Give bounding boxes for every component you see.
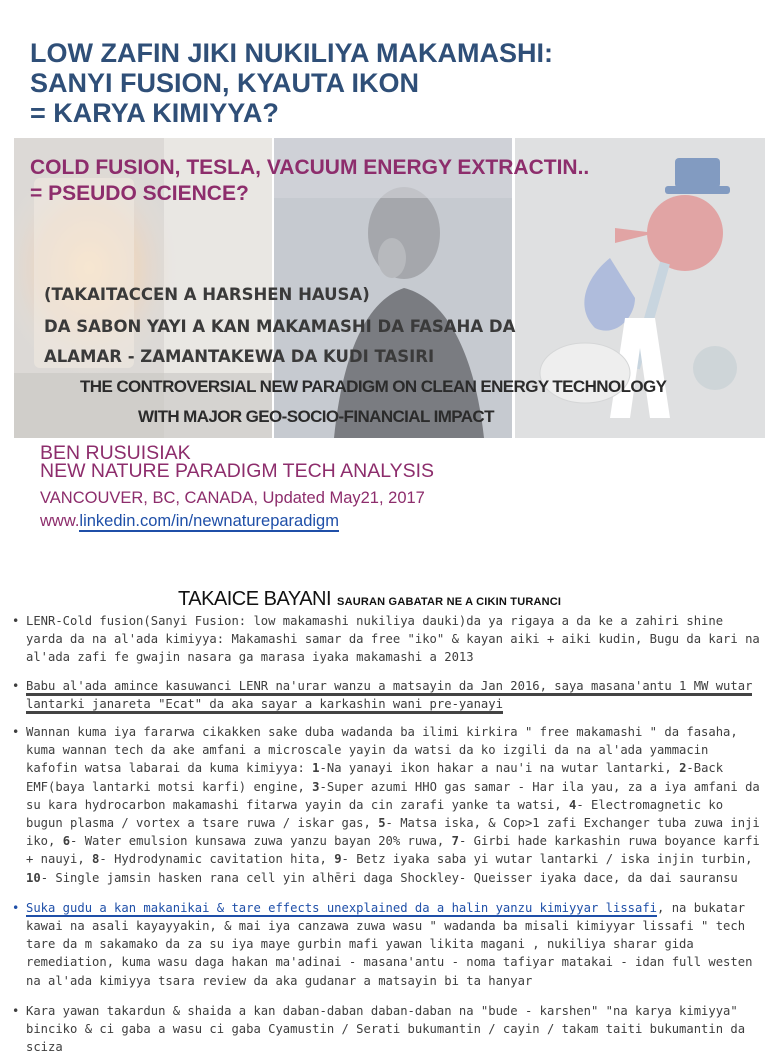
paradigm-line: THE CONTROVERSIAL NEW PARADIGM ON CLEAN ENERGY TECHNOLOGY [80,377,667,396]
list-number: 3 [312,779,320,794]
list-text: -Back EMF(baya lantarki motsi karfi) engine, [26,761,724,794]
hausa-summary-label: (TAKAITACCEN A HARSHEN HAUSA) [44,285,370,304]
bullet-dot-icon: • [12,725,20,740]
list-number: 9 [334,852,342,867]
list-number: 5 [378,816,386,831]
list-text: - Single jamsin hasken rana cell yin alhēri daga Shockley- Queisser iyaka dace, da dai sauransu [40,870,738,885]
subtitle-line: COLD FUSION, TESLA, VACUUM ENERGY EXTRACTIN.. [30,156,590,179]
page-subtitle [30,155,750,207]
bullet-link[interactable]: Suka gudu a kan makanikai & tare effects unexplained da a halin yanzu kimiyyar lissafi [26,900,658,915]
bullet-text-highlighted: Babu al'ada amince kasuwanci LENR na'urar wanzu a matsayin da Jan 2016, saya masana'antu 1 MW wutar lantarki janareta "Ecat" da aka sayar a karkashin wani pre-yanayi [26,679,752,714]
list-number: 7 [451,834,459,849]
summary-subtitle: SAURAN GABATAR NE A CIKIN TURANCI [337,596,562,608]
list-number: 4 [568,797,577,812]
link-prefix: www. [40,512,80,530]
bullet-item [12,723,760,887]
list-number: 1 [312,761,320,776]
bullet-dot-icon: • [12,678,20,693]
bullet-item [12,612,760,667]
author-location: VANCOUVER, BC, CANADA, Updated May21, 2017 [40,489,425,507]
list-text: -Super azumi HHO gas samar - Har ila yau, za a iya amfani da su kara hydrocarbon makamashi fitarwa yayin da cin zarafi yanke ta watsi, [26,779,760,812]
subtitle-line: = PSEUDO SCIENCE? [30,182,249,205]
bullet-item [12,1002,760,1056]
title-line: SANYI FUSION, KYAUTA IKON [30,68,420,98]
hausa-line: DA SABON YAYI A KAN MAKAMASHI DA FASAHA DA [44,317,516,336]
list-number: 6 [62,834,71,849]
bullet-dot-icon: • [12,614,20,628]
list-text: - Water emulsion kunsawa zuwa yanzu bayan 20% ruwa, [70,834,452,849]
bullet-text: Wannan kuma iya fararwa cikakken sake duba wadanda ba ilimi kirkira " free makamashi " da fasaha, kuma wannan tech da ake amfani a microscale yayin da watsi da ko izgili da na al'ada yammacin kafofin watsa labarai da kuma kimiyya: [26,725,738,776]
bullet-text: LENR-Cold fusion(Sanyi Fusion: low makamashi nukiliya dauki)da ya rigaya a da ke a zahiri shine yarda da na al'ada kimiyya: Makamashi samar da free "iko" & kayan aiki + aiki kudin, Bugu da kari na al'ada zafi fe gwajin nasara ga marasa iyaka makamashi a 2013 [26,614,760,665]
author-name: BEN RUSUISIAK [40,442,191,464]
hausa-line: ALAMAR - ZAMANTAKEWA DA KUDI TASIRI [44,347,435,366]
bullet-dot-icon: • [12,900,20,915]
list-number: 10 [26,870,41,885]
list-text: - Girbi hade karkashin ruwa boyance karfi + nauyi, [26,834,760,867]
bullet-text: , na bukatar kawai na asali kayayyakin, & mai iya canzawa zuwa wasu " wadanda ba misali kimiyyar lissafi " tech tare da m sakamako da za su iya maye gurbin mafi yawan likita magani , nukiliya sharar gida remediation, kuma wasu daga hakan ma'adinai - masana'antu - noma tafiyar matakai - idan full westen na al'ada kimiyya tsara review da aka gudanar a matsayin bi ta hanyar [26,900,753,988]
list-text: - Betz iyaka saba yi wutar lantarki / iska injin turbin, [341,852,753,867]
bullet-text: Kara yawan takardun & shaida a kan daban-daban daban-daban na "bude - karshen" "na karya kimiyya" binciko & ci gaba a wasu ci gaba Cyamustin / Serati bukumantin / cayin / takam taiti bukumantin da sciza [26,1003,746,1055]
list-text: -Na yanayi ikon hakar a nau'i na wutar lantarki, [319,761,680,776]
title-line: LOW ZAFIN JIKI NUKILIYA MAKAMASHI: [30,38,553,68]
author-organization: NEW NATURE PARADIGM TECH ANALYSIS [40,460,435,482]
list-number: 8 [92,852,100,867]
linkedin-link[interactable]: linkedin.com/in/newnatureparadigm [79,512,339,530]
list-text: - Matsa iska, & Cop>1 zafi Exchanger tuba zuwa inji iko, [26,816,760,849]
summary-title: TAKAICE BAYANI [178,588,332,610]
bullet-dot-icon: • [12,1003,20,1018]
profile-link-row [40,512,339,531]
summary-bullet-list [12,612,760,1056]
summary-heading [178,588,561,611]
list-number: 2 [679,761,687,776]
list-text: - Electromagnetic ko bugun plasma / vortex a tsare ruwa / iskar gas, [26,797,724,831]
bullet-item [12,677,760,713]
list-text: - Hydrodynamic cavitation hita, [99,852,335,867]
page-title [30,38,750,128]
paradigm-line: WITH MAJOR GEO-SOCIO-FINANCIAL IMPACT [138,407,494,426]
title-line: = KARYA KIMIYYA? [30,98,279,128]
bullet-item [12,899,760,990]
